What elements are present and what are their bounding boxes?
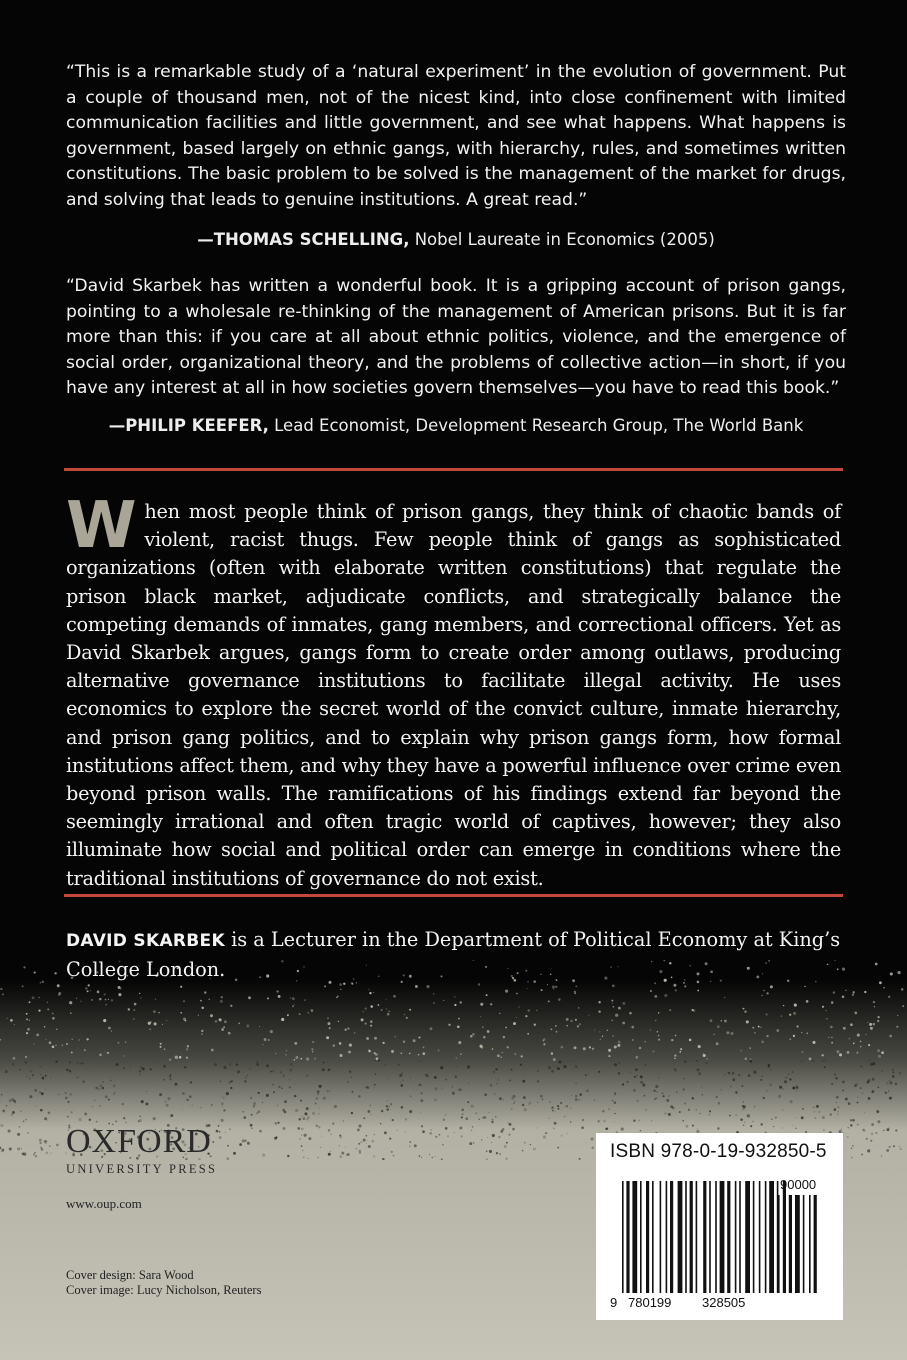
book-description [66,489,841,893]
description-text: hen most people think of prison gangs, they think of chaotic bands of violent, racist thugs. Few people think of gangs as sophisticated organizations (often with elaborate written constitutions) that regulate the prison black market, adjudicate conflicts, and strategically balance the competing demands of inmates, gang members, and correctional officers. Yet as David Skarbek argues, gangs form to create order among outlaws, producing alternative governance institutions to facilitate illegal activity. He uses economics to explore the secret world of the convict culture, inmate hierarchy, and prison gang politics, and to explain why prison gangs form, how formal institutions affect them, and why they have a powerful influence over crime even beyond prison walls. The ramifications of his findings extend far beyond the seemingly irrational and often tragic world of captives, however; they also illuminate how social and political order can emerge in conditions where the traditional institutions of governance do not exist. [66,500,841,890]
divider-top [64,468,843,471]
keefer-role: Lead Economist, Development Research Group, The World Bank [274,416,804,435]
keefer-attribution [66,416,846,435]
oxford-subtitle: UNIVERSITY PRESS [66,1162,218,1176]
drop-cap: W [66,489,137,563]
schelling-name: —THOMAS SCHELLING, [197,230,410,249]
divider-bottom [64,894,843,897]
cover-image-credit: Cover image: Lucy Nicholson, Reuters [66,1283,262,1297]
barcode-panel [596,1133,843,1320]
author-bio [66,926,846,984]
schelling-attribution [66,230,846,249]
schelling-quote: “This is a remarkable study of a ‘natural experiment’ in the evolution of government. Put a couple of thousand men, not of the nicest kind, into close confinement with limited communication facilities and little government, and see what happens. What happens is government, based largely on ethnic gangs, with hierarchy, rules, and sometimes written constitutions. The basic problem to be solved is the management of the market for drugs, and solving that leads to genuine institutions. A great read.” [66,62,846,210]
ean-right-digits: 328505 [702,1295,746,1309]
keefer-quote: “David Skarbek has written a wonderful book. It is a gripping account of prison gangs, pointing to a wholesale re-thinking of the management of American prisons. But it is far more than this: if you care at all about ethnic politics, violence, and the emergence of social order, organizational theory, and the problems of collective action—in short, if you have any interest at all in how societies govern themselves—you have to read this book.” [66,276,846,398]
ean-left-digits: 780199 [628,1295,672,1309]
ean-lead-digit: 9 [610,1295,618,1309]
cover-design-credit: Cover design: Sara Wood [66,1268,194,1282]
author-bio-text: is a Lecturer in the Department of Political Economy at King’s College London. [66,928,841,981]
publisher-website[interactable]: www.oup.com [66,1196,142,1211]
isbn-label: ISBN 978-0-19-932850-5 [610,1141,827,1162]
schelling-role: Nobel Laureate in Economics (2005) [414,230,715,249]
barcode-graphic [610,1173,830,1309]
keefer-name: —PHILIP KEEFER, [108,416,269,435]
price-code: 90000 [780,1177,817,1192]
author-name: DAVID SKARBEK [66,931,225,951]
oxford-logo: OXFORD [66,1123,212,1160]
